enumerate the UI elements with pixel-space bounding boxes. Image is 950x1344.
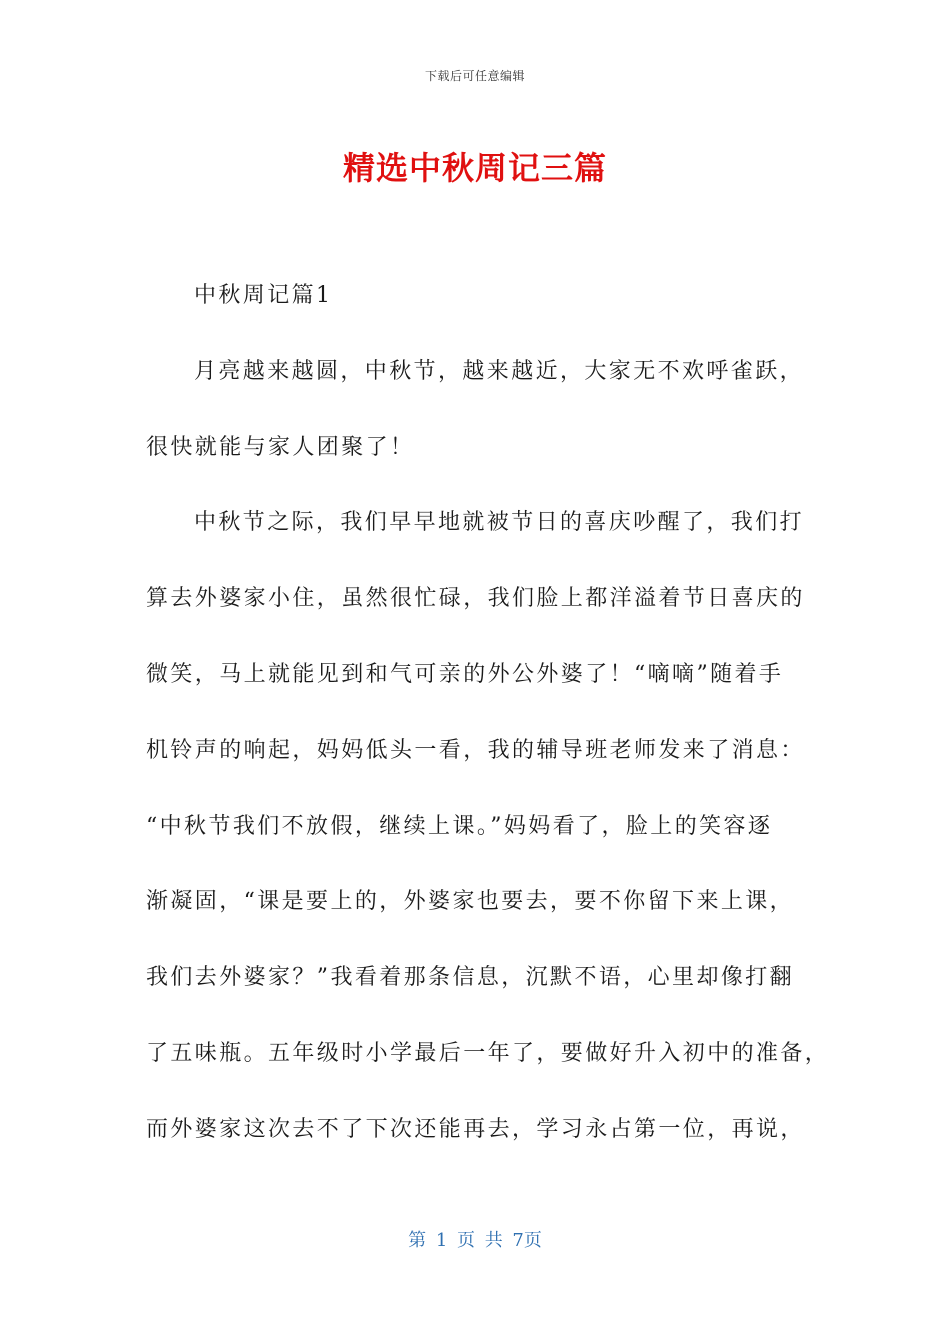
paragraph-line: 我们去外婆家？”我看着那条信息，沉默不语，心里却像打翻 (146, 965, 795, 991)
paragraph-line: 机铃声的响起，妈妈低头一看，我的辅导班老师发来了消息： (146, 737, 805, 763)
paragraph-line: 很快就能与家人团聚了！ (146, 434, 415, 460)
paragraph-line: 中秋周记篇1 (194, 283, 333, 308)
page-number: 第 1 页 共 7页 (408, 1230, 542, 1251)
paragraph-line: 渐凝固，“课是要上的，外婆家也要去，要不你留下来上课， (146, 889, 795, 915)
paragraph-line: 微笑，马上就能见到和气可亲的外公外婆了！“嘀嘀”随着手 (146, 661, 784, 687)
paragraph-line: “中秋节我们不放假，继续上课。”妈妈看了，脸上的笑容逐 (146, 813, 773, 839)
paragraph-line: 而外婆家这次去不了下次还能再去，学习永占第一位，再说， (146, 1116, 805, 1142)
paragraph-line: 算去外婆家小住，虽然很忙碌，我们脸上都洋溢着节日喜庆的 (146, 586, 805, 612)
document-title: 精选中秋周记三篇 (342, 149, 607, 187)
paragraph-line: 中秋节之际，我们早早地就被节日的喜庆吵醒了，我们打 (194, 510, 805, 536)
header-note: 下载后可任意编辑 (424, 69, 525, 83)
document-body (146, 278, 830, 1188)
paragraph-line: 了五味瓶。五年级时小学最后一年了，要做好升入初中的准备， (146, 1040, 830, 1066)
paragraph-line: 月亮越来越圆，中秋节，越来越近，大家无不欢呼雀跃， (194, 358, 805, 384)
